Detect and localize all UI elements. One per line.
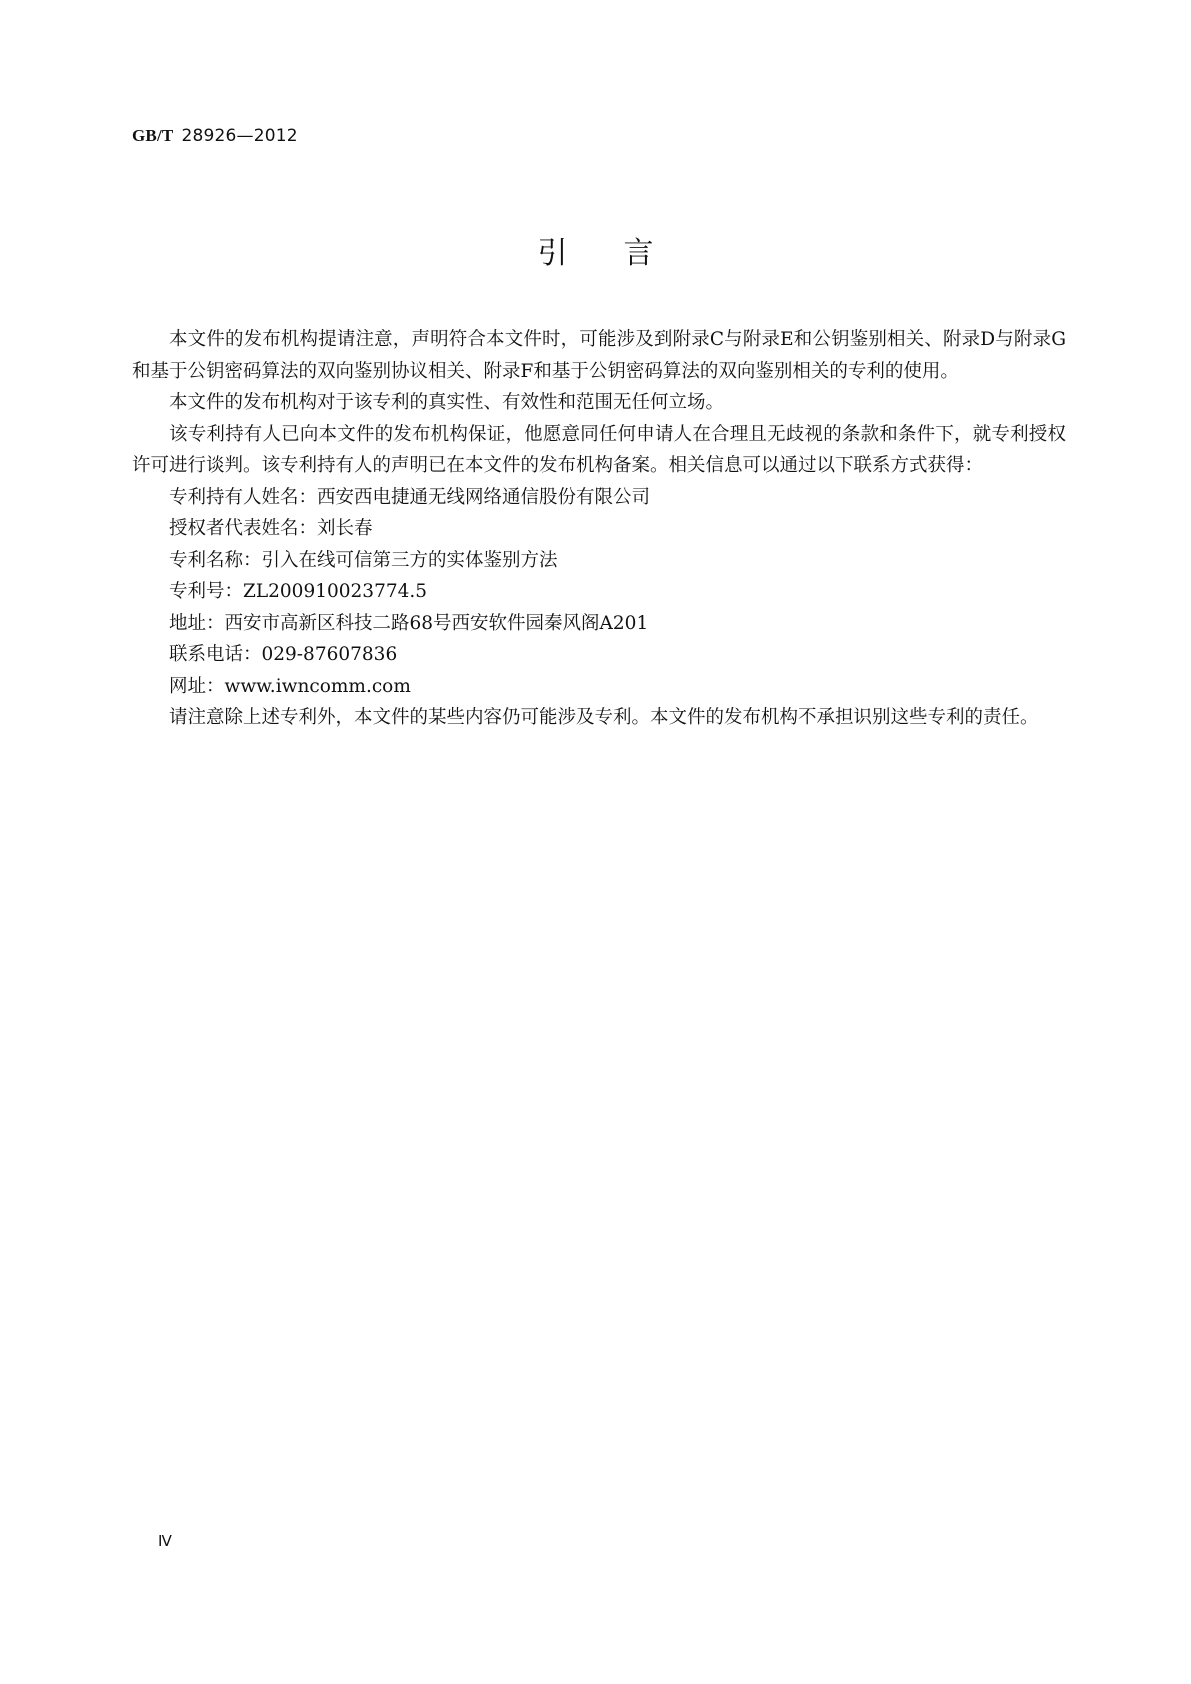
paragraph-no-position: 本文件的发布机构对于该专利的真实性、有效性和范围无任何立场。: [169, 392, 725, 413]
standard-number: 28926—2012: [181, 126, 298, 146]
contact-website: 网址：www.iwncomm.com: [169, 675, 411, 697]
standard-header: [132, 126, 298, 146]
contact-phone: 联系电话：029-87607836: [169, 644, 398, 665]
page-title: 引言: [537, 236, 710, 271]
page-number: Ⅳ: [158, 1534, 172, 1550]
paragraph-patent-notice: 本文件的发布机构提请注意，声明符合本文件时，可能涉及到附录C与附录E和公钥鉴别相关、附录D与附录G和基于公钥密码算法的双向鉴别协议相关、附录F和基于公钥密码算法的双向鉴别相关的专利的使用。: [132, 329, 1066, 382]
contact-address: 地址：西安市高新区科技二路68号西安软件园秦风阁A201: [169, 612, 649, 634]
representative-name: 授权者代表姓名：刘长春: [169, 518, 373, 539]
paragraph-holder-assurance: 该专利持有人已向本文件的发布机构保证，他愿意同任何申请人在合理且无歧视的条款和条件下，就专利授权许可进行谈判。该专利持有人的声明已在本文件的发布机构备案。相关信息可以通过以下联系方式获得：: [132, 423, 1066, 476]
patent-title: 专利名称：引入在线可信第三方的实体鉴别方法: [169, 549, 558, 571]
paragraph-other-patents: 请注意除上述专利外，本文件的某些内容仍可能涉及专利。本文件的发布机构不承担识别这些专利的责任。: [169, 707, 1039, 728]
document-body: [132, 324, 1066, 734]
standard-code: GB/T: [132, 126, 174, 145]
patent-number: 专利号：ZL200910023774.5: [169, 581, 428, 602]
patent-holder-name: 专利持有人姓名：西安西电捷通无线网络通信股份有限公司: [169, 486, 651, 508]
